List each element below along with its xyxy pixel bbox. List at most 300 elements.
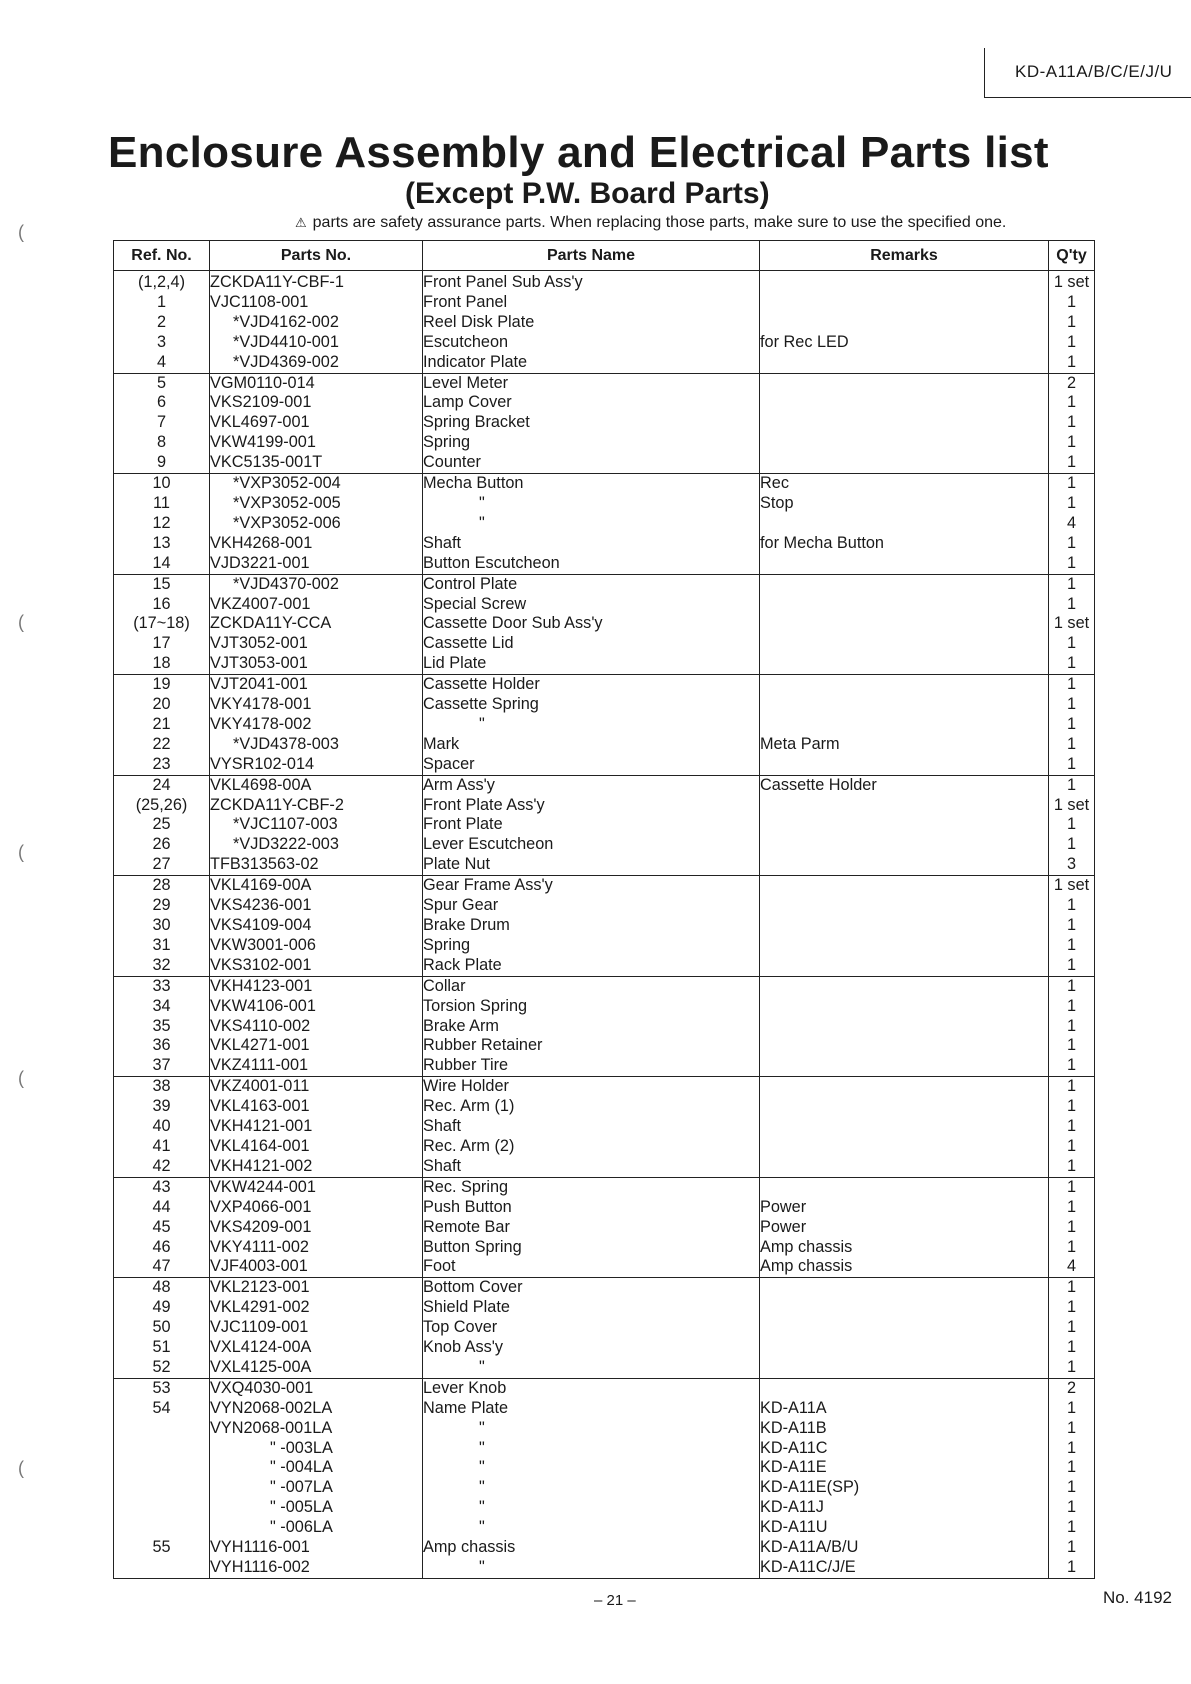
ref-no-cell: 26 — [114, 835, 210, 855]
parts-name-cell: Bottom Cover — [423, 1278, 760, 1298]
parts-name-cell: Cassette Spring — [423, 695, 760, 715]
parts-no-cell: VYH1116-001 — [210, 1538, 423, 1558]
ref-no-cell: 32 — [114, 956, 210, 976]
parts-no-cell: VKS3102-001 — [210, 956, 423, 976]
parts-no-cell: VKH4121-002 — [210, 1157, 423, 1177]
qty-cell: 1 — [1049, 1117, 1095, 1137]
parts-name-cell: Shaft — [423, 1157, 760, 1177]
remarks-cell — [760, 675, 1049, 695]
remarks-cell — [760, 353, 1049, 373]
parts-no-cell: VKL4169-00A — [210, 876, 423, 896]
table-row — [114, 1318, 1095, 1338]
parts-no-cell: VJD3221-001 — [210, 554, 423, 574]
ref-no-cell: 51 — [114, 1338, 210, 1358]
parts-no-cell: *VJD3222-003 — [210, 835, 423, 855]
table-row — [114, 574, 1095, 594]
parts-name-cell: Indicator Plate — [423, 353, 760, 373]
qty-cell: 1 — [1049, 1036, 1095, 1056]
table-row — [114, 1097, 1095, 1117]
remarks-cell — [760, 835, 1049, 855]
ref-no-cell: 35 — [114, 1017, 210, 1037]
parts-no-cell: VJC1108-001 — [210, 293, 423, 313]
table-row — [114, 1439, 1095, 1459]
table-row — [114, 654, 1095, 674]
remarks-cell: KD-A11U — [760, 1518, 1049, 1538]
remarks-cell — [760, 1117, 1049, 1137]
header-ref-no: Ref. No. — [114, 241, 210, 271]
qty-cell: 1 set — [1049, 796, 1095, 816]
qty-cell: 1 — [1049, 997, 1095, 1017]
parts-no-cell: VXP4066-001 — [210, 1198, 423, 1218]
ref-no-cell: 21 — [114, 715, 210, 735]
table-row — [114, 1298, 1095, 1318]
parts-no-cell: " -006LA — [210, 1518, 423, 1538]
parts-no-cell: VYH1116-002 — [210, 1558, 423, 1578]
parts-no-cell: VJT3053-001 — [210, 654, 423, 674]
parts-name-cell: Rec. Spring — [423, 1177, 760, 1197]
ref-no-cell — [114, 1439, 210, 1459]
ref-no-cell: 3 — [114, 333, 210, 353]
ref-no-cell — [114, 1419, 210, 1439]
parts-name-cell: " — [423, 1518, 760, 1538]
parts-no-cell: VKY4111-002 — [210, 1238, 423, 1258]
remarks-cell — [760, 876, 1049, 896]
parts-no-cell: VKL4163-001 — [210, 1097, 423, 1117]
parts-no-cell: *VXP3052-004 — [210, 474, 423, 494]
parts-no-cell: VKL4164-001 — [210, 1137, 423, 1157]
ref-no-cell: 16 — [114, 595, 210, 615]
ref-no-cell: 40 — [114, 1117, 210, 1137]
parts-no-cell: *VJD4369-002 — [210, 353, 423, 373]
table-row — [114, 293, 1095, 313]
remarks-cell — [760, 634, 1049, 654]
remarks-cell — [760, 956, 1049, 976]
remarks-cell — [760, 1017, 1049, 1037]
ref-no-cell: 38 — [114, 1077, 210, 1097]
remarks-cell: Power — [760, 1198, 1049, 1218]
remarks-cell — [760, 1338, 1049, 1358]
table-row — [114, 1538, 1095, 1558]
ref-no-cell: 8 — [114, 433, 210, 453]
table-row — [114, 614, 1095, 634]
parts-no-cell: VJT3052-001 — [210, 634, 423, 654]
ref-no-cell: 39 — [114, 1097, 210, 1117]
parts-name-cell: Shaft — [423, 1117, 760, 1137]
parts-name-cell: Counter — [423, 453, 760, 473]
ref-no-cell: 18 — [114, 654, 210, 674]
table-row — [114, 333, 1095, 353]
remarks-cell — [760, 1077, 1049, 1097]
header-qty: Q'ty — [1049, 241, 1095, 271]
parts-no-cell: VKL2123-001 — [210, 1278, 423, 1298]
qty-cell: 3 — [1049, 855, 1095, 875]
parts-no-cell: VYN2068-002LA — [210, 1399, 423, 1419]
table-row — [114, 815, 1095, 835]
parts-name-cell: Spring Bracket — [423, 413, 760, 433]
remarks-cell — [760, 976, 1049, 996]
ref-no-cell: 37 — [114, 1056, 210, 1076]
table-row — [114, 634, 1095, 654]
remarks-cell — [760, 614, 1049, 634]
parts-name-cell: Knob Ass'y — [423, 1338, 760, 1358]
parts-name-cell: Cassette Door Sub Ass'y — [423, 614, 760, 634]
margin-mark: ( — [18, 842, 24, 862]
ref-no-cell: 48 — [114, 1278, 210, 1298]
qty-cell: 1 — [1049, 1177, 1095, 1197]
remarks-cell: KD-A11A — [760, 1399, 1049, 1419]
remarks-cell — [760, 1137, 1049, 1157]
parts-no-cell: VYSR102-014 — [210, 755, 423, 775]
remarks-cell: Rec — [760, 474, 1049, 494]
parts-name-cell: Lamp Cover — [423, 393, 760, 413]
remarks-cell — [760, 997, 1049, 1017]
table-row — [114, 554, 1095, 574]
ref-no-cell — [114, 1498, 210, 1518]
parts-name-cell: Amp chassis — [423, 1538, 760, 1558]
parts-name-cell: Shaft — [423, 534, 760, 554]
page-number: – 21 – — [594, 1592, 636, 1609]
table-row — [114, 695, 1095, 715]
parts-name-cell: Front Plate — [423, 815, 760, 835]
qty-cell: 1 — [1049, 293, 1095, 313]
ref-no-cell: 49 — [114, 1298, 210, 1318]
qty-cell: 1 — [1049, 453, 1095, 473]
remarks-cell: Power — [760, 1218, 1049, 1238]
ref-no-cell: 43 — [114, 1177, 210, 1197]
table-row — [114, 956, 1095, 976]
qty-cell: 1 — [1049, 1558, 1095, 1578]
parts-name-cell: Rec. Arm (1) — [423, 1097, 760, 1117]
parts-no-cell: VKL4697-001 — [210, 413, 423, 433]
parts-name-cell: " — [423, 715, 760, 735]
qty-cell: 1 — [1049, 554, 1095, 574]
remarks-cell: KD-A11C/J/E — [760, 1558, 1049, 1578]
ref-no-cell: 27 — [114, 855, 210, 875]
ref-no-cell: 4 — [114, 353, 210, 373]
remarks-cell — [760, 1177, 1049, 1197]
ref-no-cell: 50 — [114, 1318, 210, 1338]
parts-name-cell: Front Panel Sub Ass'y — [423, 271, 760, 293]
ref-no-cell: 29 — [114, 896, 210, 916]
remarks-cell — [760, 1358, 1049, 1378]
remarks-cell — [760, 313, 1049, 333]
qty-cell: 1 — [1049, 393, 1095, 413]
qty-cell: 1 — [1049, 1017, 1095, 1037]
remarks-cell — [760, 413, 1049, 433]
remarks-cell — [760, 755, 1049, 775]
parts-no-cell: VKY4178-001 — [210, 695, 423, 715]
parts-name-cell: " — [423, 1439, 760, 1459]
remarks-cell — [760, 916, 1049, 936]
parts-no-cell: " -007LA — [210, 1478, 423, 1498]
parts-no-cell: *VXP3052-006 — [210, 514, 423, 534]
parts-name-cell: Name Plate — [423, 1399, 760, 1419]
qty-cell: 1 — [1049, 1458, 1095, 1478]
parts-name-cell: Mecha Button — [423, 474, 760, 494]
qty-cell: 4 — [1049, 1257, 1095, 1277]
parts-no-cell: " -003LA — [210, 1439, 423, 1459]
remarks-cell — [760, 433, 1049, 453]
qty-cell: 1 — [1049, 675, 1095, 695]
parts-name-cell: Rack Plate — [423, 956, 760, 976]
parts-name-cell: Gear Frame Ass'y — [423, 876, 760, 896]
parts-name-cell: " — [423, 1558, 760, 1578]
parts-name-cell: Button Spring — [423, 1238, 760, 1258]
document-number: No. 4192 — [1103, 1588, 1172, 1607]
qty-cell: 1 set — [1049, 271, 1095, 293]
table-row — [114, 735, 1095, 755]
parts-name-cell: Lever Knob — [423, 1378, 760, 1398]
ref-no-cell: 42 — [114, 1157, 210, 1177]
parts-no-cell: VXQ4030-001 — [210, 1378, 423, 1398]
parts-name-cell: " — [423, 1419, 760, 1439]
ref-no-cell: 31 — [114, 936, 210, 956]
parts-no-cell: VKL4291-002 — [210, 1298, 423, 1318]
qty-cell: 4 — [1049, 514, 1095, 534]
parts-no-cell: ZCKDA11Y-CCA — [210, 614, 423, 634]
remarks-cell: KD-A11B — [760, 1419, 1049, 1439]
parts-no-cell: *VXP3052-005 — [210, 494, 423, 514]
remarks-cell — [760, 796, 1049, 816]
parts-no-cell: ZCKDA11Y-CBF-2 — [210, 796, 423, 816]
qty-cell: 1 — [1049, 333, 1095, 353]
ref-no-cell: 46 — [114, 1238, 210, 1258]
parts-name-cell: Spring — [423, 936, 760, 956]
parts-name-cell: Rubber Tire — [423, 1056, 760, 1076]
table-row — [114, 1419, 1095, 1439]
parts-name-cell: Spring — [423, 433, 760, 453]
remarks-cell — [760, 1056, 1049, 1076]
ref-no-cell: 5 — [114, 373, 210, 393]
parts-no-cell: " -004LA — [210, 1458, 423, 1478]
table-row — [114, 1056, 1095, 1076]
margin-mark: ( — [18, 222, 24, 242]
table-row — [114, 1399, 1095, 1419]
parts-name-cell: Rec. Arm (2) — [423, 1137, 760, 1157]
parts-no-cell: VKZ4007-001 — [210, 595, 423, 615]
table-row — [114, 715, 1095, 735]
remarks-cell — [760, 855, 1049, 875]
qty-cell: 1 — [1049, 896, 1095, 916]
remarks-cell — [760, 574, 1049, 594]
parts-no-cell: VKW3001-006 — [210, 936, 423, 956]
remarks-cell — [760, 393, 1049, 413]
parts-no-cell: *VJD4162-002 — [210, 313, 423, 333]
parts-name-cell: Push Button — [423, 1198, 760, 1218]
table-row — [114, 997, 1095, 1017]
parts-no-cell: VKW4244-001 — [210, 1177, 423, 1197]
ref-no-cell: 44 — [114, 1198, 210, 1218]
qty-cell: 1 — [1049, 1419, 1095, 1439]
table-row — [114, 855, 1095, 875]
remarks-cell — [760, 514, 1049, 534]
remarks-cell — [760, 695, 1049, 715]
model-number: KD-A11A/B/C/E/J/U — [1015, 62, 1173, 81]
ref-no-cell: 24 — [114, 775, 210, 795]
warning-triangle-icon: ⚠ — [295, 215, 307, 230]
qty-cell: 1 — [1049, 715, 1095, 735]
parts-name-cell: Mark — [423, 735, 760, 755]
qty-cell: 1 — [1049, 1358, 1095, 1378]
qty-cell: 1 set — [1049, 876, 1095, 896]
remarks-cell: KD-A11C — [760, 1439, 1049, 1459]
header-parts-name: Parts Name — [423, 241, 760, 271]
table-row — [114, 1238, 1095, 1258]
parts-name-cell: Brake Drum — [423, 916, 760, 936]
remarks-cell: Amp chassis — [760, 1257, 1049, 1277]
ref-no-cell: 22 — [114, 735, 210, 755]
ref-no-cell: 17 — [114, 634, 210, 654]
remarks-cell — [760, 1097, 1049, 1117]
remarks-cell — [760, 936, 1049, 956]
qty-cell: 1 — [1049, 1298, 1095, 1318]
parts-name-cell: Spur Gear — [423, 896, 760, 916]
ref-no-cell: 10 — [114, 474, 210, 494]
table-row — [114, 494, 1095, 514]
remarks-cell: Cassette Holder — [760, 775, 1049, 795]
parts-no-cell: VKW4199-001 — [210, 433, 423, 453]
table-row — [114, 1558, 1095, 1578]
table-row — [114, 595, 1095, 615]
parts-no-cell: VKH4268-001 — [210, 534, 423, 554]
margin-mark: ( — [18, 612, 24, 632]
header-parts-no: Parts No. — [210, 241, 423, 271]
table-row — [114, 1198, 1095, 1218]
parts-no-cell: VKS4110-002 — [210, 1017, 423, 1037]
parts-no-cell: VKZ4001-011 — [210, 1077, 423, 1097]
ref-no-cell: 54 — [114, 1399, 210, 1419]
table-row — [114, 896, 1095, 916]
parts-no-cell: VKW4106-001 — [210, 997, 423, 1017]
remarks-cell: Meta Parm — [760, 735, 1049, 755]
table-row — [114, 313, 1095, 333]
ref-no-cell: 7 — [114, 413, 210, 433]
table-row — [114, 1498, 1095, 1518]
ref-no-cell: 6 — [114, 393, 210, 413]
remarks-cell — [760, 715, 1049, 735]
ref-no-cell: 20 — [114, 695, 210, 715]
ref-no-cell: 14 — [114, 554, 210, 574]
parts-no-cell: VKH4121-001 — [210, 1117, 423, 1137]
table-row — [114, 796, 1095, 816]
parts-no-cell: VXL4124-00A — [210, 1338, 423, 1358]
parts-name-cell: " — [423, 1498, 760, 1518]
table-row — [114, 876, 1095, 896]
ref-no-cell: 30 — [114, 916, 210, 936]
parts-name-cell: Plate Nut — [423, 855, 760, 875]
qty-cell: 1 — [1049, 433, 1095, 453]
remarks-cell: KD-A11E(SP) — [760, 1478, 1049, 1498]
qty-cell: 1 — [1049, 474, 1095, 494]
remarks-cell: KD-A11A/B/U — [760, 1538, 1049, 1558]
parts-no-cell: VGM0110-014 — [210, 373, 423, 393]
ref-no-cell: (17~18) — [114, 614, 210, 634]
parts-name-cell: " — [423, 1458, 760, 1478]
remarks-cell — [760, 1378, 1049, 1398]
qty-cell: 1 — [1049, 595, 1095, 615]
qty-cell: 1 — [1049, 413, 1095, 433]
parts-no-cell: " -005LA — [210, 1498, 423, 1518]
table-row — [114, 1278, 1095, 1298]
parts-name-cell: Cassette Holder — [423, 675, 760, 695]
parts-no-cell: VKL4698-00A — [210, 775, 423, 795]
ref-no-cell: 28 — [114, 876, 210, 896]
parts-no-cell: VKC5135-001T — [210, 453, 423, 473]
parts-no-cell: VKS4209-001 — [210, 1218, 423, 1238]
ref-no-cell: 33 — [114, 976, 210, 996]
table-row — [114, 453, 1095, 473]
qty-cell: 1 — [1049, 1518, 1095, 1538]
parts-name-cell: Reel Disk Plate — [423, 313, 760, 333]
qty-cell: 1 — [1049, 1137, 1095, 1157]
table-row — [114, 1157, 1095, 1177]
ref-no-cell: 34 — [114, 997, 210, 1017]
remarks-cell: for Rec LED — [760, 333, 1049, 353]
parts-name-cell: Front Panel — [423, 293, 760, 313]
parts-no-cell: VYN2068-001LA — [210, 1419, 423, 1439]
safety-note — [295, 213, 1006, 233]
qty-cell: 1 — [1049, 1157, 1095, 1177]
parts-name-cell: Brake Arm — [423, 1017, 760, 1037]
qty-cell: 1 — [1049, 654, 1095, 674]
remarks-cell — [760, 293, 1049, 313]
ref-no-cell — [114, 1518, 210, 1538]
remarks-cell — [760, 1036, 1049, 1056]
table-row — [114, 936, 1095, 956]
ref-no-cell: 45 — [114, 1218, 210, 1238]
remarks-cell: KD-A11E — [760, 1458, 1049, 1478]
qty-cell: 1 — [1049, 1498, 1095, 1518]
parts-name-cell: Escutcheon — [423, 333, 760, 353]
ref-no-cell: (25,26) — [114, 796, 210, 816]
table-row — [114, 755, 1095, 775]
parts-name-cell: Collar — [423, 976, 760, 996]
table-row — [114, 353, 1095, 373]
qty-cell: 1 — [1049, 775, 1095, 795]
table-row — [114, 1518, 1095, 1538]
qty-cell: 1 — [1049, 1338, 1095, 1358]
qty-cell: 1 — [1049, 1439, 1095, 1459]
qty-cell: 1 — [1049, 1198, 1095, 1218]
table-row — [114, 1338, 1095, 1358]
table-row — [114, 1257, 1095, 1277]
remarks-cell — [760, 654, 1049, 674]
margin-mark: ( — [18, 1068, 24, 1088]
qty-cell: 1 — [1049, 1278, 1095, 1298]
parts-name-cell: Torsion Spring — [423, 997, 760, 1017]
ref-no-cell — [114, 1558, 210, 1578]
ref-no-cell: 11 — [114, 494, 210, 514]
qty-cell: 1 — [1049, 1218, 1095, 1238]
ref-no-cell: 36 — [114, 1036, 210, 1056]
parts-no-cell: VJC1109-001 — [210, 1318, 423, 1338]
ref-no-cell: 53 — [114, 1378, 210, 1398]
ref-no-cell — [114, 1458, 210, 1478]
remarks-cell — [760, 1298, 1049, 1318]
parts-name-cell: Lever Escutcheon — [423, 835, 760, 855]
page-title: Enclosure Assembly and Electrical Parts list — [108, 128, 1049, 177]
parts-no-cell: VKS4236-001 — [210, 896, 423, 916]
parts-name-cell: Spacer — [423, 755, 760, 775]
ref-no-cell: 47 — [114, 1257, 210, 1277]
parts-no-cell: VKH4123-001 — [210, 976, 423, 996]
parts-name-cell: Top Cover — [423, 1318, 760, 1338]
ref-no-cell: (1,2,4) — [114, 271, 210, 293]
parts-name-cell: Lid Plate — [423, 654, 760, 674]
ref-no-cell: 1 — [114, 293, 210, 313]
remarks-cell — [760, 554, 1049, 574]
safety-note-text: parts are safety assurance parts. When replacing those parts, make sure to use the specified one. — [312, 214, 1007, 231]
